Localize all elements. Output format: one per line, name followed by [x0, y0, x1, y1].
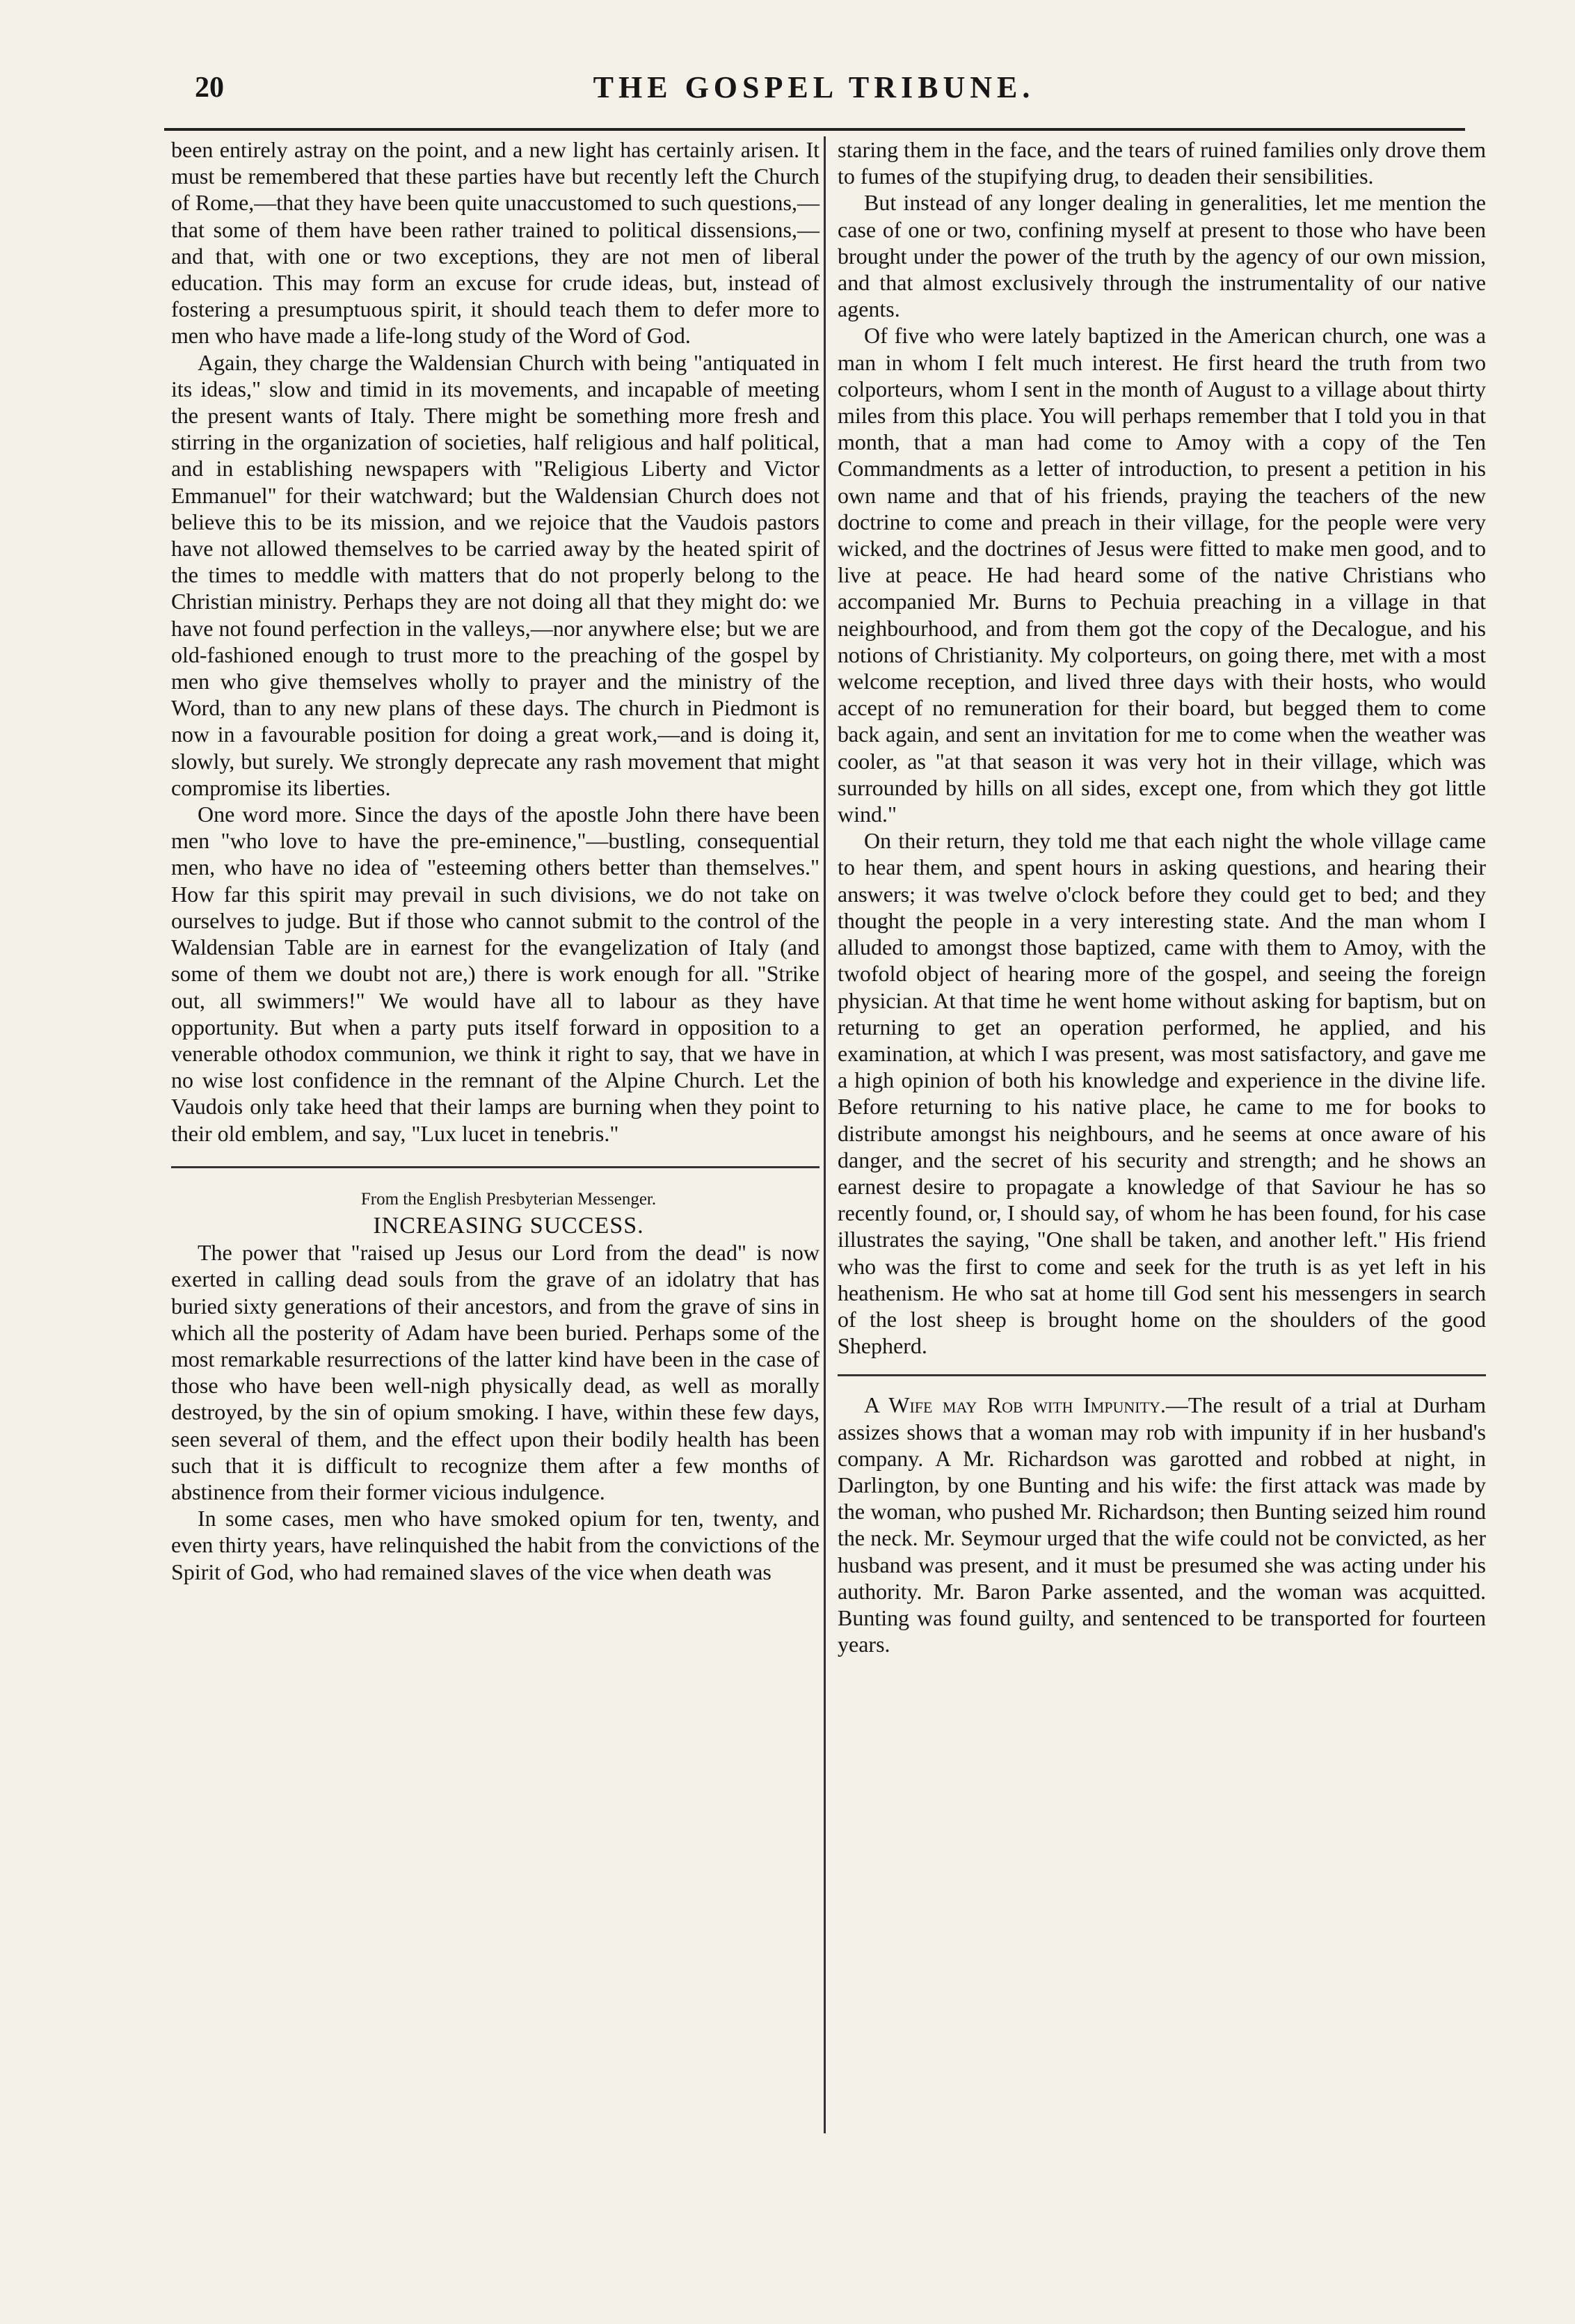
page-number: 20: [195, 72, 224, 104]
article-source: From the English Presbyterian Messenger.: [360, 1189, 657, 1209]
column-divider: [824, 136, 826, 2133]
article-paragraph: staring them in the face, and the tears of ruined families only drove them to fumes of the stupifying drug, to deaden their sensibilities.: [838, 137, 1486, 189]
running-title: THE GOSPEL TRIBUNE.: [593, 70, 1035, 104]
article-paragraph: But instead of any longer dealing in generalities, let me mention the case of one or two, confining myself at present to those who have been brought under the power of the truth by the agency of our own mission, and that almost exclusively through the instrumentality of our native agents.: [838, 190, 1486, 322]
page-header: [167, 64, 1461, 113]
article-paragraph: Again, they charge the Waldensian Church with being "antiquated in its ideas," slow and timid in its movements, and incapable of meeting the present wants of Italy. There might be something more fresh and stirring in the organization of societies, half religious and half political, and in establishing newspapers with "Religious Liberty and Victor Emmanuel" for their watchward; but the Waldensian Church does not believe this to be its mission, and we rejoice that the Vaudois pastors have not allowed themselves to be carried away by the heated spirit of the times to meddle with matters that do not properly belong to the Christian ministry. Perhaps they are not doing all that they might do: we have not found perfection in the valleys,—nor anywhere else; but we are old-fashioned enough to trust more to the preaching of the gospel by men who give themselves wholly to prayer and the ministry of the Word, than to any new plans of these days. The church in Piedmont is now in a favourable position for doing a great work,—and is doing it, slowly, but surely. We strongly deprecate any rash movement that might compromise its liberties.: [171, 349, 820, 800]
article-paragraph: Of five who were lately baptized in the American church, one was a man in whom I felt much interest. He first heard the truth from two colporteurs, whom I sent in the month of August to a village about thirty miles from this place. You will perhaps remember that I told you in that month, that a man had come to Amoy with a copy of the Ten Commandments as a letter of introduction, to present a petition in his own name and that of his friends, praying the teachers of the new doctrine to come and preach in their village, for the people were very wicked, and the doctrines of Jesus were fitted to make men good, and to live at peace. He had heard some of the native Christians who accompanied Mr. Burns to Pechuia preaching in a village in that neighbourhood, and from them got the copy of the Decalogue, and his notions of Christianity. My colporteurs, on going there, met with a most welcome reception, and lived three days with their hosts, who would accept of no remuneration for their board, but begged them to come back again, and sent an invitation for me to come when the weather was cooler, as "at that season it was very hot in their village, which was surrounded by hills on all sides, except one, from which they got little wind.": [838, 323, 1486, 827]
article-paragraph: One word more. Since the days of the apostle John there have been men "who love to have the pre-eminence,"—bustling, consequential men, who have no idea of "esteeming others better than themselves." How far this spirit may prevail in such divisions, we do not take on ourselves to judge. But if those who cannot submit to the control of the Waldensian Table are in earnest for the evangelization of Italy (and some of them we doubt not are,) there is work enough for all. "Strike out, all swimmers!" We would have all to labour as they have opportunity. But when a party puts itself forward in opposition to a venerable othodox communion, we think it right to say, that we have in no wise lost confidence in the remnant of the Alpine Church. Let the Vaudois only take heed that their lamps are burning when they point to their old emblem, and say, "Lux lucet in tenebris.": [171, 802, 820, 1146]
article-paragraph: been entirely astray on the point, and a new light has certainly arisen. It must be remembered that these parties have but recently left the Church of Rome,—that they have been quite unaccustomed to such questions,—that some of them have been rather trained to political dissensions,—and that, with one or two exceptions, they are not men of liberal education. This may form an excuse for crude ideas, but, instead of fostering a presumptuous spirit, it should teach them to defer more to men who have made a life-long study of the Word of God.: [171, 137, 820, 349]
article-paragraph: The power that "raised up Jesus our Lord from the dead" is now exerted in calling dead souls from the grave of an idolatry that has buried sixty generations of their ancestors, and from the grave of sins in which all the posterity of Adam have been buried. Perhaps some of the most remarkable resurrections of the latter kind have been in the case of those who have been well-nigh physically dead, as well as morally destroyed, by the sin of opium smoking. I have, within these few days, seen several of them, and the effect upon their bodily health has been such that it is difficult to recognize them after a few months of abstinence from their former vicious indulgence.: [171, 1240, 820, 1504]
article-heading: INCREASING SUCCESS.: [373, 1212, 644, 1239]
article-paragraph: On their return, they told me that each night the whole village came to hear them, and spent hours in asking questions, and hearing their answers; it was twelve o'clock before they could get to bed; and they thought the people in a very interesting state. And the man whom I alluded to amongst those baptized, came with them to Amoy, with the twofold object of hearing more of the gospel, and seeing the foreign physician. At that time he went home without asking for baptism, but on returning to get an operation performed, he applied, and his examination, at which I was present, was most satisfactory, and gave me a high opinion of both his knowledge and experience in the divine life. Before returning to his native place, he came to me for books to distribute amongst his neighbours, and he seems at once aware of his danger, and the secret of his security and strength; and he shows an earnest desire to propagate a knowledge of that Saviour he has so recently found, or, I should say, of whom he has been found, for his case illustrates the saying, "One shall be taken, and another left." His friend who was the first to come and seek for the truth is as yet left in his heathenism. He who sat at home till God sent his messengers in search of the lost sheep is brought home on the shoulders of the good Shepherd.: [838, 828, 1486, 1359]
right-column: [838, 136, 1486, 1657]
notice-body: —The result of a trial at Durham assizes shows that a woman may rob with impunity if in her husband's company. A Mr. Richardson was garotted and robbed at night, in Darlington, by one Bunting and his wife: the first attack was made by the woman, who pushed Mr. Richardson; then Bunting seized him round the neck. Mr. Seymour urged that the wife could not be convicted, as her husband was present, and it must be presumed she was acting under his authority. Mr. Baron Parke assented, and the woman was acquitted. Bunting was found guilty, and sentenced to be transported for fourteen years.: [838, 1392, 1486, 1657]
article-separator: [838, 1374, 1486, 1376]
left-column: [171, 136, 820, 1585]
notice-title: A Wife may Rob with Impunity.: [864, 1392, 1166, 1418]
article-paragraph: In some cases, men who have smoked opium for ten, twenty, and even thirty years, have relinquished the habit from the convictions of the Spirit of God, who had remained slaves of the vice when death was: [171, 1506, 820, 1584]
article-separator: [171, 1166, 820, 1168]
news-notice: [838, 1392, 1486, 1657]
header-rule: [164, 128, 1465, 131]
